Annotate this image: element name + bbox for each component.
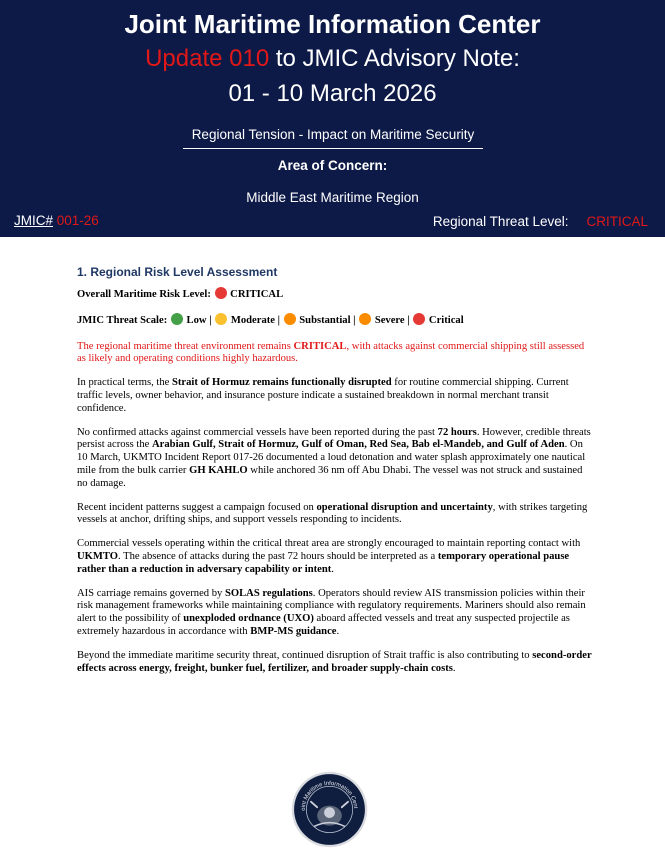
text: while anchored 36 nm off Abu Dhabi. The vessel was not struck and sustained no damage. <box>77 464 583 489</box>
threat-label: Regional Threat Level: <box>432 214 569 229</box>
jmic-label: JMIC# <box>14 213 54 228</box>
main-content <box>77 264 592 686</box>
scale-critical: Critical <box>428 314 464 326</box>
date-range: 01 - 10 March 2026 <box>228 80 437 107</box>
text: . On 10 March, UKMTO Incident Report 017-26 documented a loud detonation and water splash approximately one nautical mile from the bulk carrier <box>77 439 586 476</box>
text: . <box>336 625 340 637</box>
scale-low: Low <box>186 314 207 326</box>
scale-severe: Severe <box>374 314 405 326</box>
text-bold: operational disruption and uncertainty <box>316 501 493 513</box>
text: The regional maritime threat environment remains <box>77 340 294 352</box>
text-bold: BMP-MS guidance <box>250 625 337 637</box>
text: . Operators should review AIS transmission policies within their risk management frameworks while maintaining compliance with regulatory requirements. Mariners should also remain alert to the possibility of <box>77 587 586 625</box>
red-circle-icon <box>215 287 227 299</box>
text-bold: SOLAS regulations <box>224 587 313 599</box>
threat-level-value: CRITICAL <box>586 214 648 229</box>
text: AIS carriage remains governed by <box>77 587 225 599</box>
text-bold: CRITICAL <box>293 340 347 352</box>
text: . <box>452 662 456 674</box>
paragraph-2 <box>77 377 592 415</box>
paragraph-1 <box>77 341 592 367</box>
orange-circle-icon <box>284 313 296 325</box>
text-bold: temporary operational pause rather than a reduction in adversary capability or intent <box>77 550 570 575</box>
text-bold: Strait of Hormuz remains functionally disrupted <box>172 377 392 389</box>
paragraph-7 <box>77 650 592 676</box>
green-circle-icon <box>171 313 183 325</box>
text: Commercial vessels operating within the critical threat area are strongly encouraged to maintain reporting contact with <box>77 538 581 550</box>
text: , with strikes targeting vessels at anchor, drifting ships, and support vessels responding to incidents. <box>77 501 588 526</box>
section-title: 1. Regional Risk Level Assessment <box>77 265 278 279</box>
jmic-number <box>14 211 99 231</box>
text: . The absence of attacks during the past 72 hours should be interpreted as a <box>118 550 438 562</box>
text: for routine commercial shipping. Current traffic levels, owner behavior, and insurance posture indicate a sustained breakdown in normal merchant transit confidence. <box>77 377 569 414</box>
text: . <box>331 563 334 575</box>
advisory-title <box>0 44 665 74</box>
scale-substantial: Substantial <box>299 314 351 326</box>
text-bold: GH KAHLO <box>189 464 248 476</box>
header-banner <box>0 0 665 237</box>
overall-risk-line <box>77 287 592 302</box>
text: In practical terms, the <box>77 377 173 389</box>
text-bold: UKMTO <box>77 550 119 562</box>
paragraph-3 <box>77 427 592 491</box>
text: , with attacks against commercial shipping still assessed as likely and operating conditions highly hazardous. <box>77 340 585 365</box>
seal-text: oint Maritime Information Cent <box>300 780 359 811</box>
jmic-seal-logo <box>291 771 368 848</box>
text-bold: unexploded ordnance (UXO) <box>183 613 314 625</box>
overall-value: CRITICAL <box>230 289 284 300</box>
paragraph-5 <box>77 538 592 576</box>
text: Recent incident patterns suggest a campaign focused on <box>77 501 317 513</box>
text-bold: Arabian Gulf, Strait of Hormuz, Gulf of Oman, Red Sea, Bab el-Mandeb, and Gulf of Aden <box>152 439 565 451</box>
update-label: Update 010 <box>145 45 270 72</box>
text: No confirmed attacks against commercial vessels have been reported during the past <box>77 426 438 438</box>
regional-threat-level <box>433 212 648 232</box>
jmic-number-value: 001-26 <box>56 213 99 228</box>
text: Beyond the immediate maritime security threat, continued disruption of Strait traffic is also contributing to <box>77 649 533 661</box>
paragraph-4 <box>77 502 592 528</box>
yellow-circle-icon <box>215 313 227 325</box>
scale-label: JMIC Threat Scale: <box>77 314 168 326</box>
area-value: Middle East Maritime Region <box>246 190 419 205</box>
text: . However, credible threats persist across the <box>77 426 591 451</box>
advisory-label: to JMIC Advisory Note: <box>269 45 520 72</box>
red-circle-icon <box>413 313 425 325</box>
overall-label: Overall Maritime Risk Level: <box>77 289 211 300</box>
scale-moderate: Moderate <box>230 314 275 326</box>
text-bold: second-order effects across energy, freight, bunker fuel, fertilizer, and broader supply-chain costs <box>77 649 592 674</box>
seal-emblem-center <box>324 807 335 818</box>
text-bold: 72 hours <box>437 426 477 438</box>
paragraph-6 <box>77 588 592 639</box>
subject: Regional Tension - Impact on Maritime Security <box>183 125 483 149</box>
center-title: Joint Maritime Information Center <box>124 9 541 39</box>
orange-circle-icon <box>359 313 371 325</box>
area-heading: Area of Concern: <box>277 158 388 173</box>
threat-scale-line: JMIC Threat Scale: Low | Moderate | Substantial | Severe | Critical <box>77 314 464 326</box>
text: aboard affected vessels and treat any suspected projectile as extremely hazardous in accordance with <box>77 613 570 637</box>
